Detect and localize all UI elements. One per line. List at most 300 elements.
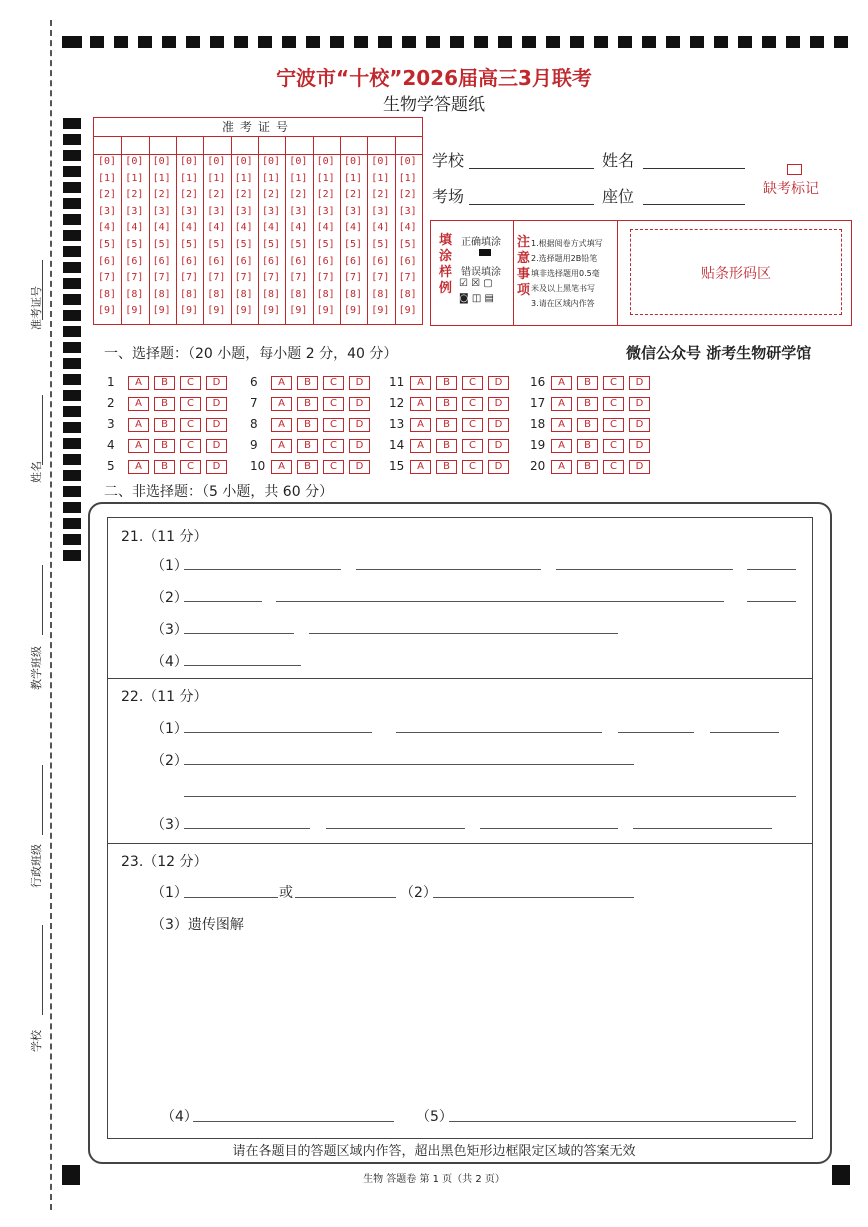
admission-bubble[interactable]: [5] xyxy=(371,239,390,250)
q21-1-blank-c[interactable] xyxy=(556,569,733,570)
admission-bubble[interactable]: [1] xyxy=(289,172,308,184)
choice-option-bubble[interactable]: B xyxy=(577,439,598,453)
q22-2-blank-b[interactable] xyxy=(184,796,796,797)
choice-question-number: 15 xyxy=(389,459,405,473)
choice-option-bubble[interactable]: C xyxy=(603,439,624,453)
admission-bubble[interactable]: [5] xyxy=(343,239,363,250)
top-timing-mark xyxy=(546,36,560,48)
choice-option-bubble[interactable]: D xyxy=(488,418,509,432)
q22-2-blank-a[interactable] xyxy=(184,764,634,765)
side-line-admission xyxy=(42,260,43,320)
choice-option-bubble[interactable]: C xyxy=(323,376,344,390)
choice-option-bubble[interactable]: B xyxy=(577,460,598,474)
admission-bubble[interactable]: [0] xyxy=(343,156,363,167)
watermark-text: 微信公众号 浙考生物研学馆 xyxy=(626,344,812,362)
q21-3-blank-b[interactable] xyxy=(309,633,618,634)
admission-bubble[interactable]: [6] xyxy=(234,255,253,267)
admission-bubble[interactable]: [7] xyxy=(207,272,226,284)
admission-bubble[interactable]: [0] xyxy=(207,156,226,167)
admission-bubble[interactable]: [9] xyxy=(234,305,253,317)
admission-bubble[interactable]: [8] xyxy=(97,288,117,300)
admission-bubble[interactable]: [9] xyxy=(125,305,144,317)
choice-option-bubble[interactable]: D xyxy=(629,376,650,390)
admission-bubble[interactable]: [2] xyxy=(125,189,144,201)
choice-option-bubble[interactable]: C xyxy=(603,376,624,390)
admission-bubble[interactable]: [6] xyxy=(152,255,171,267)
admission-bubble[interactable]: [4] xyxy=(398,222,417,234)
admission-bubble[interactable]: [0] xyxy=(152,156,171,167)
admission-bubble[interactable]: [6] xyxy=(316,255,335,267)
genetic-diagram-area[interactable] xyxy=(184,938,796,1098)
admission-bubble[interactable]: [3] xyxy=(207,205,226,217)
left-timing-mark xyxy=(63,294,81,305)
page-subtitle: 生物学答题纸 xyxy=(383,95,485,115)
admission-bubble[interactable]: [0] xyxy=(234,156,253,167)
choice-option-bubble[interactable]: A xyxy=(271,397,292,411)
admission-bubble[interactable]: [9] xyxy=(398,305,417,317)
choice-question-number: 18 xyxy=(530,417,546,431)
admission-bubble[interactable]: [2] xyxy=(343,189,363,201)
top-timing-mark xyxy=(642,36,656,48)
choice-option-bubble[interactable]: C xyxy=(180,439,201,453)
admission-bubble[interactable]: [3] xyxy=(316,205,335,217)
admission-bubble[interactable]: [0] xyxy=(398,156,417,167)
q22-3-blank-a[interactable] xyxy=(184,828,310,829)
choice-option-bubble[interactable]: D xyxy=(488,439,509,453)
left-timing-mark xyxy=(63,438,81,449)
admission-bubble[interactable]: [9] xyxy=(289,305,308,317)
admission-bubble[interactable]: [7] xyxy=(234,272,253,284)
admission-bubble[interactable]: [5] xyxy=(234,239,253,250)
notice-label: 注意事项 xyxy=(517,235,531,298)
choice-option-bubble[interactable]: A xyxy=(410,397,431,411)
choice-option-bubble[interactable]: D xyxy=(206,439,227,453)
choice-option-bubble[interactable]: A xyxy=(271,418,292,432)
choice-option-bubble[interactable]: B xyxy=(577,397,598,411)
admission-bubble[interactable]: [2] xyxy=(179,189,199,201)
admission-bubble[interactable]: [0] xyxy=(261,156,281,167)
choice-option-bubble[interactable]: A xyxy=(551,460,572,474)
admission-bubble[interactable]: [1] xyxy=(316,172,335,184)
admission-bubble[interactable]: [2] xyxy=(152,189,171,201)
admission-bubble[interactable]: [0] xyxy=(289,156,308,167)
choice-option-bubble[interactable]: D xyxy=(349,418,370,432)
choice-option-bubble[interactable]: A xyxy=(551,439,572,453)
admission-bubble[interactable]: [5] xyxy=(289,239,308,250)
admission-bubble[interactable]: [5] xyxy=(152,239,171,250)
seat-field[interactable] xyxy=(643,204,745,205)
q22-3-blank-c[interactable] xyxy=(480,828,618,829)
top-timing-mark xyxy=(522,36,536,48)
choice-option-bubble[interactable]: D xyxy=(349,460,370,474)
admission-bubble[interactable]: [6] xyxy=(371,255,390,267)
choice-option-bubble[interactable]: A xyxy=(271,460,292,474)
left-timing-mark xyxy=(63,342,81,353)
admission-bubble[interactable]: [5] xyxy=(398,239,417,250)
choice-question-number: 5 xyxy=(107,459,115,473)
choice-option-bubble[interactable]: C xyxy=(603,460,624,474)
choice-option-bubble[interactable]: A xyxy=(271,439,292,453)
admission-bubble[interactable]: [0] xyxy=(125,156,144,167)
admission-bubble[interactable]: [6] xyxy=(179,255,199,267)
choice-option-bubble[interactable]: A xyxy=(551,397,572,411)
choice-option-bubble[interactable]: B xyxy=(297,439,318,453)
admission-bubble[interactable]: [4] xyxy=(316,222,335,234)
admission-bubble[interactable]: [8] xyxy=(125,288,144,300)
admission-bubble[interactable]: [7] xyxy=(97,272,117,284)
q21-2-blank-a[interactable] xyxy=(184,601,262,602)
admission-bubble[interactable]: [3] xyxy=(125,205,144,217)
choice-option-bubble[interactable]: B xyxy=(436,376,457,390)
q22-1-blank-d[interactable] xyxy=(710,732,779,733)
admission-bubble[interactable]: [2] xyxy=(97,189,117,201)
divider-22-23 xyxy=(107,843,812,844)
admission-bubble[interactable]: [1] xyxy=(125,172,144,184)
admission-bubble[interactable]: [3] xyxy=(261,205,281,217)
school-field[interactable] xyxy=(469,168,594,169)
choice-option-bubble[interactable]: C xyxy=(180,397,201,411)
choice-option-bubble[interactable]: B xyxy=(297,460,318,474)
barcode-label: 贴条形码区 xyxy=(701,266,771,282)
admission-bubble[interactable]: [5] xyxy=(179,239,199,250)
admission-bubble[interactable]: [7] xyxy=(261,272,281,284)
choice-option-bubble[interactable]: B xyxy=(154,418,175,432)
choice-option-bubble[interactable]: C xyxy=(180,418,201,432)
admission-bubble[interactable]: [6] xyxy=(289,255,308,267)
admission-bubble[interactable]: [0] xyxy=(371,156,390,167)
admission-bubble[interactable]: [5] xyxy=(97,239,117,250)
q21-part4: （4） xyxy=(151,654,188,670)
admission-bubble[interactable]: [5] xyxy=(125,239,144,250)
admission-bubble[interactable]: [8] xyxy=(179,288,199,300)
choice-option-bubble[interactable]: D xyxy=(349,376,370,390)
choice-option-bubble[interactable]: B xyxy=(297,397,318,411)
q21-1-blank-b[interactable] xyxy=(356,569,541,570)
top-timing-mark xyxy=(762,36,776,48)
admission-bubble[interactable]: [6] xyxy=(125,255,144,267)
admission-bubble[interactable]: [2] xyxy=(261,189,281,201)
wrong-fill-samples-1: ☑ ☒ ▢ xyxy=(459,278,493,289)
left-timing-mark xyxy=(63,246,81,257)
admission-bubble[interactable]: [8] xyxy=(316,288,335,300)
admission-bubble[interactable]: [4] xyxy=(234,222,253,234)
admission-bubble[interactable]: [2] xyxy=(316,189,335,201)
choice-option-bubble[interactable]: A xyxy=(128,397,149,411)
left-timing-mark xyxy=(63,230,81,241)
q23-1-blank-a[interactable] xyxy=(184,897,278,898)
top-timing-mark xyxy=(138,36,152,48)
q23-part5: （5） xyxy=(416,1109,453,1125)
admission-bubble[interactable]: [1] xyxy=(152,172,171,184)
top-timing-mark xyxy=(210,36,224,48)
choice-option-bubble[interactable]: B xyxy=(154,397,175,411)
left-timing-mark xyxy=(63,278,81,289)
choice-option-bubble[interactable]: B xyxy=(577,376,598,390)
choice-option-bubble[interactable]: A xyxy=(128,376,149,390)
choice-option-bubble[interactable]: A xyxy=(271,376,292,390)
q22-1-blank-c[interactable] xyxy=(618,732,694,733)
admission-bubble[interactable]: [6] xyxy=(343,255,363,267)
top-timing-mark xyxy=(234,36,248,48)
admission-bubble[interactable]: [4] xyxy=(261,222,281,234)
top-timing-mark xyxy=(498,36,512,48)
choice-option-bubble[interactable]: B xyxy=(297,418,318,432)
choice-question-number: 1 xyxy=(107,375,115,389)
choice-option-bubble[interactable]: D xyxy=(629,418,650,432)
q21-1-blank-a[interactable] xyxy=(184,569,341,570)
admission-bubble[interactable]: [5] xyxy=(207,239,226,250)
top-timing-mark xyxy=(570,36,584,48)
q23-1-blank-b[interactable] xyxy=(295,897,396,898)
choice-option-bubble[interactable]: C xyxy=(180,376,201,390)
q22-3-blank-d[interactable] xyxy=(633,828,772,829)
choice-question-number: 4 xyxy=(107,438,115,452)
choice-option-bubble[interactable]: D xyxy=(488,460,509,474)
choice-option-bubble[interactable]: B xyxy=(297,376,318,390)
admission-bubble[interactable]: [1] xyxy=(207,172,226,184)
choice-option-bubble[interactable]: A xyxy=(551,418,572,432)
admission-bubble[interactable]: [7] xyxy=(398,272,417,284)
q23-4-blank[interactable] xyxy=(193,1121,394,1122)
choice-option-bubble[interactable]: C xyxy=(462,439,483,453)
school-label: 学校 xyxy=(432,151,465,170)
divider-21-22 xyxy=(107,678,812,679)
q23-part2: （2） xyxy=(400,885,437,901)
admission-bubble[interactable]: [6] xyxy=(207,255,226,267)
absent-checkbox[interactable] xyxy=(787,164,802,175)
choice-option-bubble[interactable]: D xyxy=(488,376,509,390)
admission-bubble[interactable]: [7] xyxy=(316,272,335,284)
q23-5-blank[interactable] xyxy=(449,1121,796,1122)
choice-option-bubble[interactable]: B xyxy=(436,418,457,432)
wrong-fill-samples-2: ◙ ◫ ▤ xyxy=(459,293,494,304)
section2-title: 二、非选择题：（5 小题，共 60 分） xyxy=(104,484,334,500)
q22-1-blank-b[interactable] xyxy=(396,732,602,733)
choice-option-bubble[interactable]: D xyxy=(629,397,650,411)
admission-bubble[interactable]: [1] xyxy=(97,172,117,184)
choice-option-bubble[interactable]: D xyxy=(349,439,370,453)
admission-bubble[interactable]: [5] xyxy=(261,239,281,250)
admission-bubble[interactable]: [5] xyxy=(316,239,335,250)
choice-option-bubble[interactable]: C xyxy=(323,460,344,474)
choice-option-bubble[interactable]: B xyxy=(154,376,175,390)
exam-room-field[interactable] xyxy=(469,204,594,205)
left-timing-mark xyxy=(63,518,81,529)
admission-bubble[interactable]: [4] xyxy=(371,222,390,234)
q23-part4: （4） xyxy=(161,1109,198,1125)
choice-option-bubble[interactable]: C xyxy=(462,397,483,411)
admission-bubble[interactable]: [3] xyxy=(343,205,363,217)
choice-option-bubble[interactable]: C xyxy=(323,439,344,453)
admission-bubble[interactable]: [2] xyxy=(207,189,226,201)
choice-option-bubble[interactable]: C xyxy=(462,418,483,432)
admission-bubble[interactable]: [3] xyxy=(234,205,253,217)
barcode-area xyxy=(630,229,842,315)
left-timing-mark xyxy=(63,262,81,273)
q22-3-blank-b[interactable] xyxy=(326,828,465,829)
admission-bubble[interactable]: [1] xyxy=(371,172,390,184)
admission-bubble[interactable]: [1] xyxy=(179,172,199,184)
choice-question-number: 8 xyxy=(250,417,258,431)
choice-option-bubble[interactable]: D xyxy=(488,397,509,411)
admission-bubble[interactable]: [8] xyxy=(234,288,253,300)
top-timing-mark xyxy=(594,36,608,48)
notice-3: 填非选择题用0.5毫 xyxy=(531,269,600,278)
admission-bubble[interactable]: [9] xyxy=(152,305,171,317)
admission-bubble[interactable]: [8] xyxy=(207,288,226,300)
admission-bubble[interactable]: [3] xyxy=(289,205,308,217)
q23-part1: （1） xyxy=(151,885,188,901)
q22-part2: （2） xyxy=(151,753,188,769)
admission-bubble[interactable]: [9] xyxy=(179,305,199,317)
name-field[interactable] xyxy=(643,168,745,169)
admission-bubble[interactable]: [3] xyxy=(97,205,117,217)
choice-question-number: 11 xyxy=(389,375,405,389)
admission-bubble[interactable]: [2] xyxy=(398,189,417,201)
top-timing-mark xyxy=(62,36,82,48)
side-label-teaching-class: 教学班级 xyxy=(30,646,43,690)
admission-bubble[interactable]: [8] xyxy=(371,288,390,300)
q21-2-blank-b[interactable] xyxy=(276,601,724,602)
choice-option-bubble[interactable]: A xyxy=(410,460,431,474)
admission-bubble[interactable]: [3] xyxy=(152,205,171,217)
top-timing-mark xyxy=(450,36,464,48)
admission-bubble[interactable]: [1] xyxy=(398,172,417,184)
q21-part3: （3） xyxy=(151,622,188,638)
choice-option-bubble[interactable]: D xyxy=(206,460,227,474)
binding-line xyxy=(50,20,52,1210)
q21-2-blank-c[interactable] xyxy=(747,601,796,602)
admission-bubble[interactable]: [7] xyxy=(343,272,363,284)
choice-option-bubble[interactable]: C xyxy=(180,460,201,474)
choice-question-number: 7 xyxy=(250,396,258,410)
admission-bubble[interactable]: [1] xyxy=(343,172,363,184)
q21-3-blank-a[interactable] xyxy=(184,633,294,634)
admission-bubble[interactable]: [2] xyxy=(234,189,253,201)
left-timing-mark xyxy=(63,150,81,161)
admission-bubble[interactable]: [2] xyxy=(289,189,308,201)
choice-option-bubble[interactable]: B xyxy=(577,418,598,432)
admission-bubble[interactable]: [8] xyxy=(152,288,171,300)
admission-bubble[interactable]: [6] xyxy=(97,255,117,267)
admission-bubble[interactable]: [7] xyxy=(179,272,199,284)
admission-bubble[interactable]: [1] xyxy=(261,172,281,184)
admission-bubble[interactable]: [7] xyxy=(289,272,308,284)
q21-4-blank[interactable] xyxy=(184,665,301,666)
admission-bubble[interactable]: [8] xyxy=(289,288,308,300)
choice-option-bubble[interactable]: D xyxy=(206,397,227,411)
choice-option-bubble[interactable]: A xyxy=(128,460,149,474)
left-timing-mark xyxy=(63,374,81,385)
admission-bubble[interactable]: [4] xyxy=(343,222,363,234)
q21-part1: （1） xyxy=(151,558,188,574)
choice-option-bubble[interactable]: D xyxy=(629,439,650,453)
q22-1-blank-a[interactable] xyxy=(184,732,372,733)
admission-bubble[interactable]: [7] xyxy=(125,272,144,284)
q21-heading: 21.（11 分） xyxy=(121,529,208,545)
admission-bubble[interactable]: [4] xyxy=(207,222,226,234)
admission-bubble[interactable]: [4] xyxy=(289,222,308,234)
admission-bubble[interactable]: [3] xyxy=(398,205,417,217)
name-label: 姓名 xyxy=(602,151,635,170)
admission-bubble[interactable]: [8] xyxy=(343,288,363,300)
admission-bubble[interactable]: [2] xyxy=(371,189,390,201)
admission-bubble[interactable]: [7] xyxy=(152,272,171,284)
admission-bubble[interactable]: [0] xyxy=(97,156,117,167)
choice-option-bubble[interactable]: B xyxy=(154,460,175,474)
q23-2-blank[interactable] xyxy=(433,897,634,898)
admission-bubble[interactable]: [4] xyxy=(179,222,199,234)
choice-option-bubble[interactable]: B xyxy=(436,397,457,411)
choice-option-bubble[interactable]: A xyxy=(410,439,431,453)
admission-bubble[interactable]: [9] xyxy=(371,305,390,317)
choice-option-bubble[interactable]: C xyxy=(603,418,624,432)
left-timing-mark xyxy=(63,486,81,497)
admission-bubble[interactable]: [3] xyxy=(179,205,199,217)
admission-bubble[interactable]: [9] xyxy=(316,305,335,317)
admission-bubble[interactable]: [9] xyxy=(207,305,226,317)
choice-option-bubble[interactable]: A xyxy=(128,418,149,432)
choice-option-bubble[interactable]: A xyxy=(410,376,431,390)
page-footer: 生物 答题卷 第 1 页（共 2 页） xyxy=(363,1174,505,1185)
choice-option-bubble[interactable]: A xyxy=(551,376,572,390)
choice-option-bubble[interactable]: D xyxy=(206,376,227,390)
seat-label: 座位 xyxy=(602,187,635,206)
choice-option-bubble[interactable]: D xyxy=(629,460,650,474)
admission-bubble[interactable]: [7] xyxy=(371,272,390,284)
admission-bubble[interactable]: [3] xyxy=(371,205,390,217)
left-timing-mark xyxy=(63,470,81,481)
notice-divider xyxy=(617,221,618,325)
choice-question-number: 14 xyxy=(389,438,405,452)
q21-1-blank-d[interactable] xyxy=(747,569,796,570)
choice-option-bubble[interactable]: D xyxy=(349,397,370,411)
absent-mark-label: 缺考标记 xyxy=(763,181,819,197)
admission-bubble[interactable]: [4] xyxy=(97,222,117,234)
top-timing-mark xyxy=(474,36,488,48)
admission-bubble[interactable]: [9] xyxy=(343,305,363,317)
notice-5: 3.请在区域内作答 xyxy=(531,299,595,308)
choice-question-number: 2 xyxy=(107,396,115,410)
admission-bubble[interactable]: [9] xyxy=(261,305,281,317)
admission-bubble[interactable]: [4] xyxy=(152,222,171,234)
choice-question-number: 3 xyxy=(107,417,115,431)
top-timing-mark xyxy=(186,36,200,48)
choice-option-bubble[interactable]: C xyxy=(323,397,344,411)
admission-bubble[interactable]: [6] xyxy=(398,255,417,267)
choice-option-bubble[interactable]: A xyxy=(128,439,149,453)
admission-bubble[interactable]: [0] xyxy=(316,156,335,167)
choice-option-bubble[interactable]: C xyxy=(462,376,483,390)
admission-bubble[interactable]: [6] xyxy=(261,255,281,267)
choice-option-bubble[interactable]: C xyxy=(323,418,344,432)
choice-option-bubble[interactable]: B xyxy=(154,439,175,453)
choice-option-bubble[interactable]: D xyxy=(206,418,227,432)
left-timing-mark xyxy=(63,118,81,129)
top-timing-mark xyxy=(618,36,632,48)
admission-bubble[interactable]: [9] xyxy=(97,305,117,317)
choice-option-bubble[interactable]: B xyxy=(436,439,457,453)
admission-bubble[interactable]: [0] xyxy=(179,156,199,167)
admission-bubble[interactable]: [8] xyxy=(261,288,281,300)
choice-option-bubble[interactable]: A xyxy=(410,418,431,432)
admission-bubble[interactable]: [8] xyxy=(398,288,417,300)
choice-option-bubble[interactable]: C xyxy=(603,397,624,411)
admission-bubble[interactable]: [4] xyxy=(125,222,144,234)
choice-option-bubble[interactable]: C xyxy=(462,460,483,474)
choice-option-bubble[interactable]: B xyxy=(436,460,457,474)
admission-bubble[interactable]: [1] xyxy=(234,172,253,184)
